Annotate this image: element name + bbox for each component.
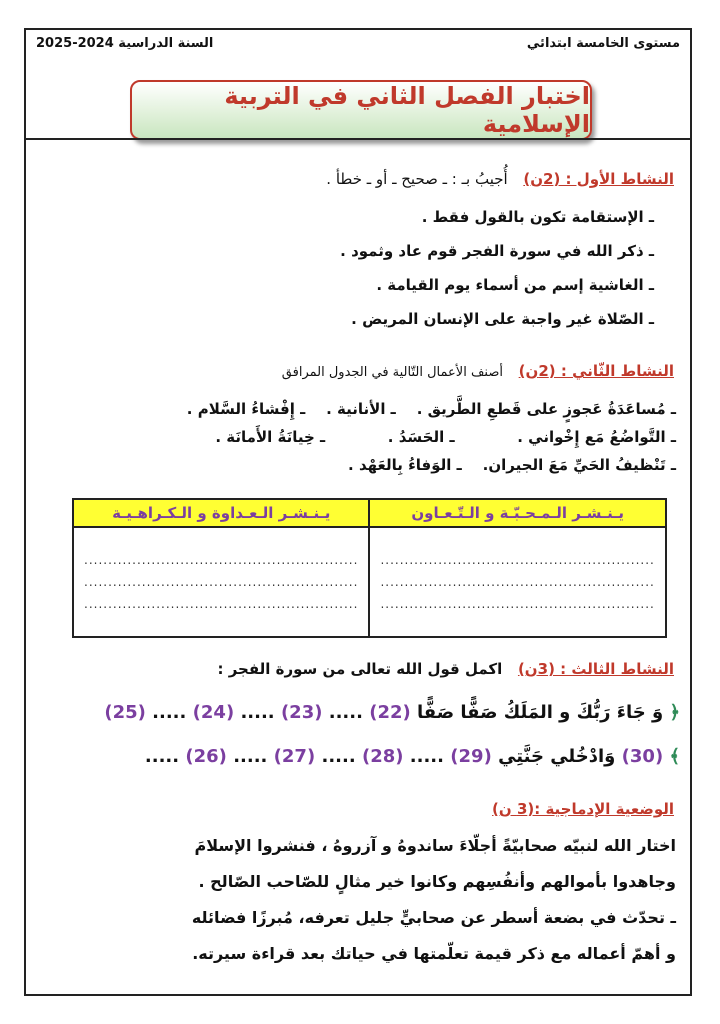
activity1-heading: النشاط الأول : (2ن) — [523, 170, 674, 188]
answer-line: ......................................................... — [84, 553, 359, 567]
answer-cell-hate[interactable] — [73, 527, 369, 637]
activity1-instruction: أُجيبُ بـ : ـ صحيح ـ أو ـ خطأ . — [326, 170, 508, 188]
integration-line: اختار الله لنبيّه صحابيّةً أجلّاءَ ساندوهُ و آزروهُ ، فنشروا الإسلامَ — [194, 836, 676, 855]
activity3-instruction: اكمل قول الله تعالى من سورة الفجر : — [217, 660, 503, 678]
activity1-item: ـ ذكر الله في سورة الفجر قوم عاد وثمود . — [340, 242, 654, 260]
verse-blank[interactable]: ..... — [409, 746, 444, 767]
verse-number: (30) — [621, 746, 664, 767]
verse-number: (29) — [450, 746, 492, 767]
answer-line: ......................................................... — [84, 597, 359, 611]
verse-blank[interactable]: ..... — [144, 746, 180, 767]
page-title: اختبار الفصل الثاني في التربية الإسلامية — [224, 82, 590, 138]
verse-blank[interactable]: ..... — [152, 702, 187, 723]
table-header-love: يـنـشـر الـمـحـبّـة و الـتّـعـاون — [369, 499, 665, 527]
activity2-heading: النشاط الثّاني : (2ن) — [518, 362, 674, 380]
close-bracket: ﴾ — [669, 746, 680, 767]
activity1-item: ـ الصّلاة غير واجبة على الإنسان المريض . — [351, 310, 654, 328]
activity3-heading-row — [218, 660, 675, 678]
activity2-line: ـ مُساعَدَةُ عَجوزٍ على قَطعِ الطَّريق . ـ الأنانية . ـ إِفْشاءُ السَّلام . — [186, 400, 676, 418]
verse-number: (26) — [185, 746, 227, 767]
open-bracket: ﴿ — [669, 702, 680, 723]
integration-heading-row — [492, 800, 674, 818]
verse-blank[interactable]: ..... — [233, 746, 268, 767]
verse2-text: وَادْخُلي جَنَّتِي — [498, 746, 616, 767]
activity1-heading-row — [326, 170, 674, 188]
verse-number: (28) — [361, 746, 404, 767]
answer-line: ......................................................... — [380, 575, 655, 589]
activity1-item: ـ الإستقامة تكون بالقول فقط . — [421, 208, 654, 226]
verse-line-2 — [145, 746, 680, 767]
table-header-hate: يـنـشـر الـعـداوة و الـكـراهـيـة — [73, 499, 369, 527]
verse1-text: وَ جَاءَ رَبُّكَ و المَلَكُ صَفًّا صَفًّا — [417, 702, 664, 723]
classification-table — [72, 498, 667, 638]
title-box — [130, 80, 592, 140]
integration-heading: الوضعية الإدماجية :(3 ن) — [492, 800, 674, 818]
integration-line: ـ تحدّث في بضعة أسطر عن صحابيٍّ جليل تعرفه، مُبرزًا فضائله — [191, 908, 676, 927]
verse-number: (25) — [104, 702, 146, 723]
verse-blank[interactable]: ..... — [240, 702, 275, 723]
verse-number: (23) — [280, 702, 323, 723]
activity2-heading-row — [282, 362, 674, 380]
verse-line-1 — [104, 702, 680, 723]
activity2-line: ـ التَّواضُعُ مَع إِخْواني . ـ الحَسَدُ . ـ خِيانَةُ الأَمانَة . — [215, 428, 676, 446]
integration-line: وجاهدوا بأموالهم وأنفُسِهم وكانوا خير مثالٍ للصّاحب الصّالح . — [198, 872, 676, 891]
answer-line: ......................................................... — [380, 597, 655, 611]
answer-cell-love[interactable] — [369, 527, 665, 637]
verse-blank[interactable]: ..... — [328, 702, 363, 723]
verse-number: (27) — [273, 746, 316, 767]
header-line — [36, 36, 680, 51]
verse-number: (24) — [192, 702, 235, 723]
verse-blank[interactable]: ..... — [321, 746, 356, 767]
activity2-line: ـ تَنْظيفُ الحَيِّ مَعَ الجيران. ـ الوَفاءُ بِالعَهْد . — [348, 456, 676, 474]
verse-number: (22) — [369, 702, 411, 723]
answer-line: ......................................................... — [84, 575, 359, 589]
divider — [26, 138, 690, 140]
answer-line: ......................................................... — [380, 553, 655, 567]
level-label: مستوى الخامسة ابتدائي — [526, 36, 680, 51]
exam-page — [24, 28, 692, 996]
activity3-heading: النشاط الثالث : (3ن) — [517, 660, 674, 678]
year-label: السنة الدراسية 2024-2025 — [36, 36, 214, 51]
activity2-instruction: أصنف الأعمال التّالية في الجدول المرافق — [281, 365, 503, 380]
integration-line: و أهمّ أعماله مع ذكر قيمة تعلّمتها في حياتك بعد قراءة سيرته. — [192, 944, 676, 963]
activity1-item: ـ الغاشية إسم من أسماء يوم القيامة . — [376, 276, 654, 294]
